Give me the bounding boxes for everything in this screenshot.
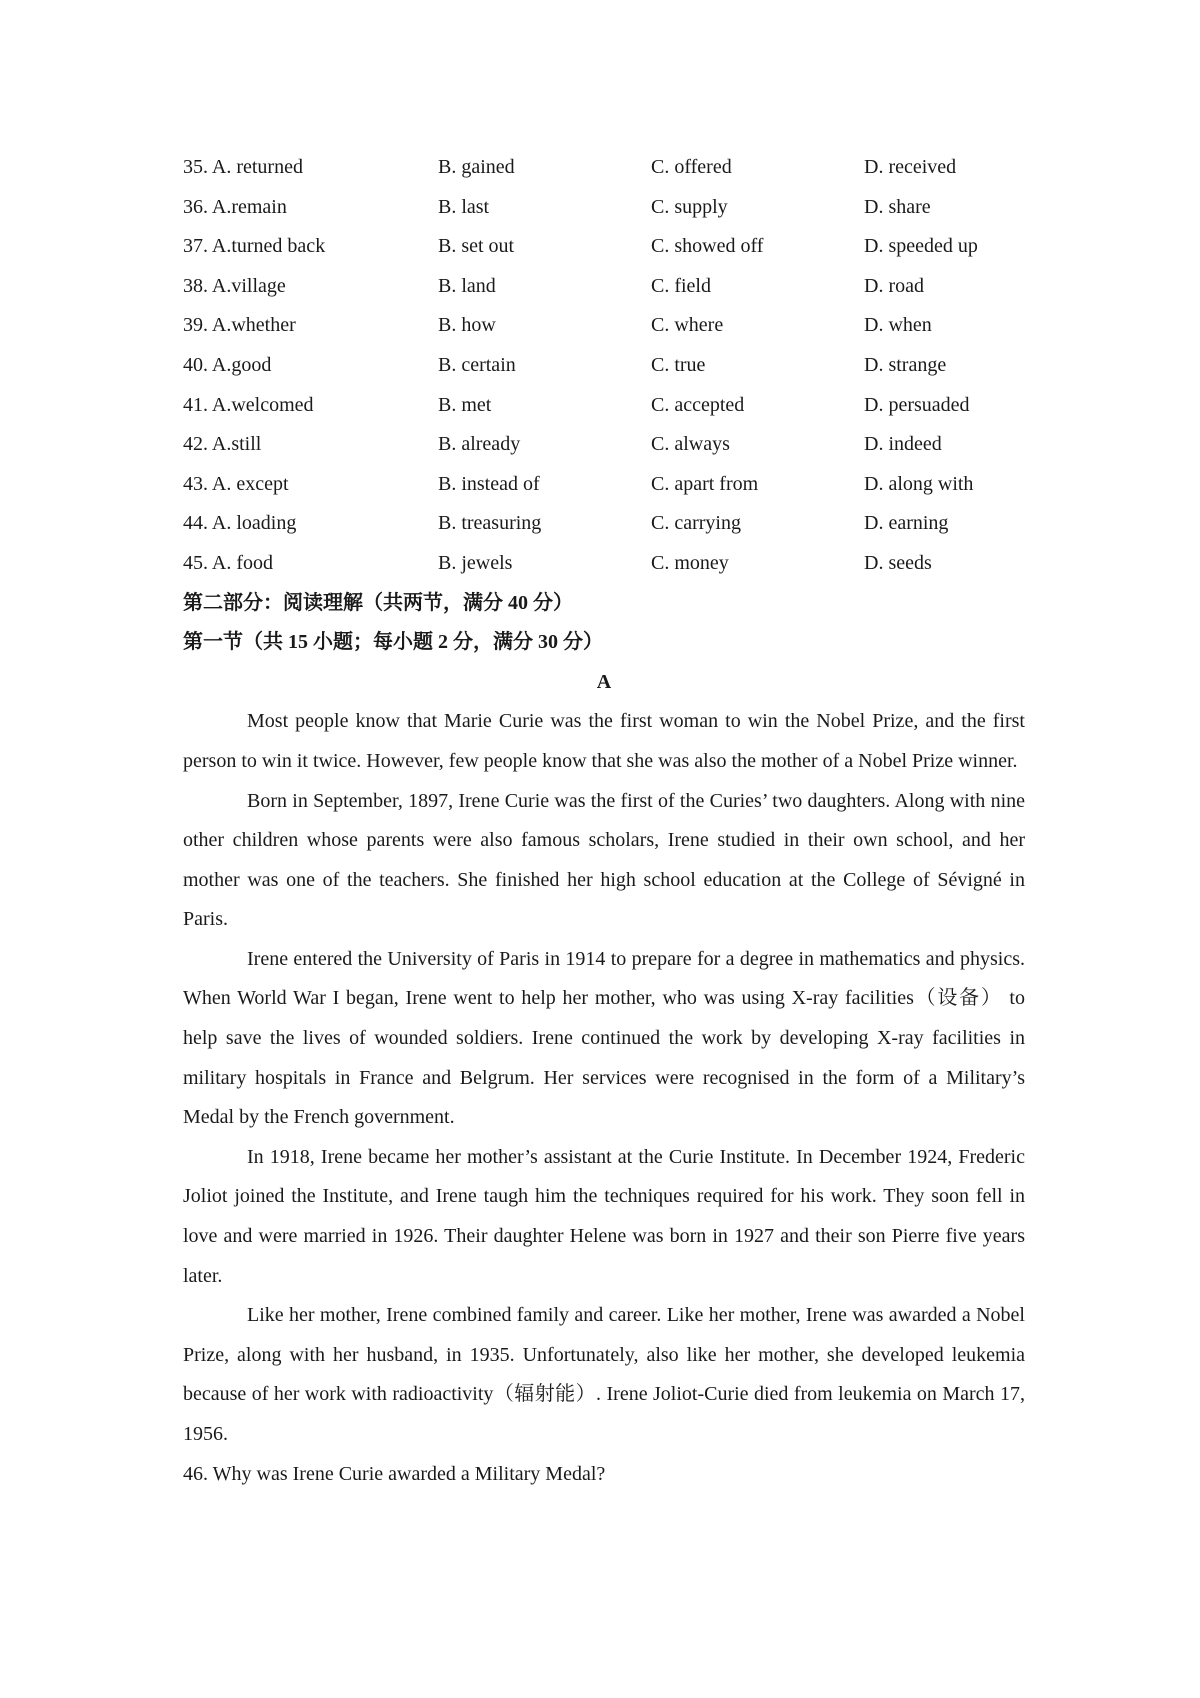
paragraph: In 1918, Irene became her mother’s assistant at the Curie Institute. In December 1924, Frederic Joliot joined the Institute, and Irene taugh him the techniques required for his work. They soon fell in love and were married in 1926. Their daughter Helene was born in 1927 and their son Pierre five years later.: [183, 1145, 1025, 1287]
paragraph: Most people know that Marie Curie was the first woman to win the Nobel Prize, and the first person to win it twice. However, few people know that she was also the mother of a Nobel Prize winner.: [183, 710, 1025, 772]
option-b: B. treasuring: [438, 512, 542, 535]
option-row: [183, 346, 1025, 386]
paragraph: Like her mother, Irene combined family and career. Like her mother, Irene was awarded a Nobel Prize, along with her husband, in 1935. Unfortunately, also like her mother, she developed leukemia because of her work with radioactivity（辐射能）. Irene Joliot-Curie died from leukemia on March 17, 1956.: [183, 1304, 1025, 1445]
option-a: 44. A. loading: [183, 512, 297, 535]
option-a: 39. A.whether: [183, 314, 296, 337]
option-b: B. gained: [438, 156, 515, 178]
part2-heading: 第二部分：阅读理解（共两节，满分 40 分）: [183, 591, 573, 614]
option-a: 37. A.turned back: [183, 235, 326, 258]
paragraph: Irene entered the University of Paris in 1914 to prepare for a degree in mathematics and physics. When World War I began, Irene went to help her mother, who was using X-ray facilities（设备） to help save the lives of wounded soldiers. Irene continued the work by developing X-ray facilities in military hospitals in France and Belgrum. Her services were recognised in the form of a Military’s Medal by the French government.: [183, 947, 1025, 1129]
option-d: D. speeded up: [864, 235, 978, 258]
exam-page: [183, 148, 1025, 1494]
option-a: 38. A.village: [183, 274, 286, 297]
option-c: C. always: [651, 433, 730, 456]
option-c: C. field: [651, 274, 711, 297]
option-row: [183, 544, 1025, 584]
option-a: 42. A.still: [183, 433, 262, 456]
option-row: [183, 386, 1025, 426]
option-d: D. along with: [864, 472, 974, 495]
option-a: 43. A. except: [183, 472, 289, 495]
option-row: [183, 267, 1025, 307]
option-row: [183, 504, 1025, 544]
paragraph: Born in September, 1897, Irene Curie was the first of the Curies’ two daughters. Along with nine other children whose parents were also famous scholars, Irene studied in their own school, and her mother was one of the teachers. She finished her high school education at the College of Sévigné in Paris.: [183, 789, 1025, 931]
cloze-options: [183, 148, 1025, 584]
option-b: B. jewels: [438, 551, 513, 574]
option-row: [183, 188, 1025, 228]
option-c: C. offered: [651, 156, 732, 178]
option-c: C. accepted: [651, 393, 745, 416]
passage-label: A: [596, 670, 612, 693]
option-c: C. showed off: [651, 235, 764, 258]
option-d: D. when: [864, 314, 932, 337]
option-d: D. received: [864, 156, 957, 178]
option-a: 45. A. food: [183, 551, 273, 574]
question-46: 46. Why was Irene Curie awarded a Military Medal?: [183, 1462, 606, 1485]
option-b: B. met: [438, 393, 492, 416]
option-c: C. money: [651, 551, 729, 574]
section1-heading: 第一节（共 15 小题；每小题 2 分，满分 30 分）: [183, 631, 603, 654]
option-b: B. set out: [438, 235, 515, 258]
option-b: B. already: [438, 433, 521, 456]
option-row: [183, 465, 1025, 505]
option-d: D. earning: [864, 512, 949, 535]
option-b: B. how: [438, 314, 496, 337]
option-c: C. where: [651, 314, 724, 337]
option-d: D. share: [864, 195, 931, 218]
option-d: D. seeds: [864, 551, 932, 574]
option-row: [183, 425, 1025, 465]
option-d: D. road: [864, 274, 924, 297]
option-d: D. indeed: [864, 433, 942, 456]
option-b: B. land: [438, 274, 496, 297]
option-c: C. carrying: [651, 512, 741, 535]
option-a: 41. A.welcomed: [183, 393, 314, 416]
option-a: 36. A.remain: [183, 195, 287, 218]
option-b: B. certain: [438, 353, 516, 376]
option-d: D. strange: [864, 353, 947, 376]
option-c: C. supply: [651, 195, 728, 218]
option-row: [183, 306, 1025, 346]
option-a: 40. A.good: [183, 353, 272, 376]
option-row: [183, 227, 1025, 267]
option-row: [183, 148, 1025, 188]
option-d: D. persuaded: [864, 393, 970, 416]
option-c: C. apart from: [651, 472, 759, 495]
option-b: B. instead of: [438, 472, 540, 495]
option-c: C. true: [651, 353, 706, 376]
option-b: B. last: [438, 195, 490, 218]
option-a: 35. A. returned: [183, 156, 303, 178]
